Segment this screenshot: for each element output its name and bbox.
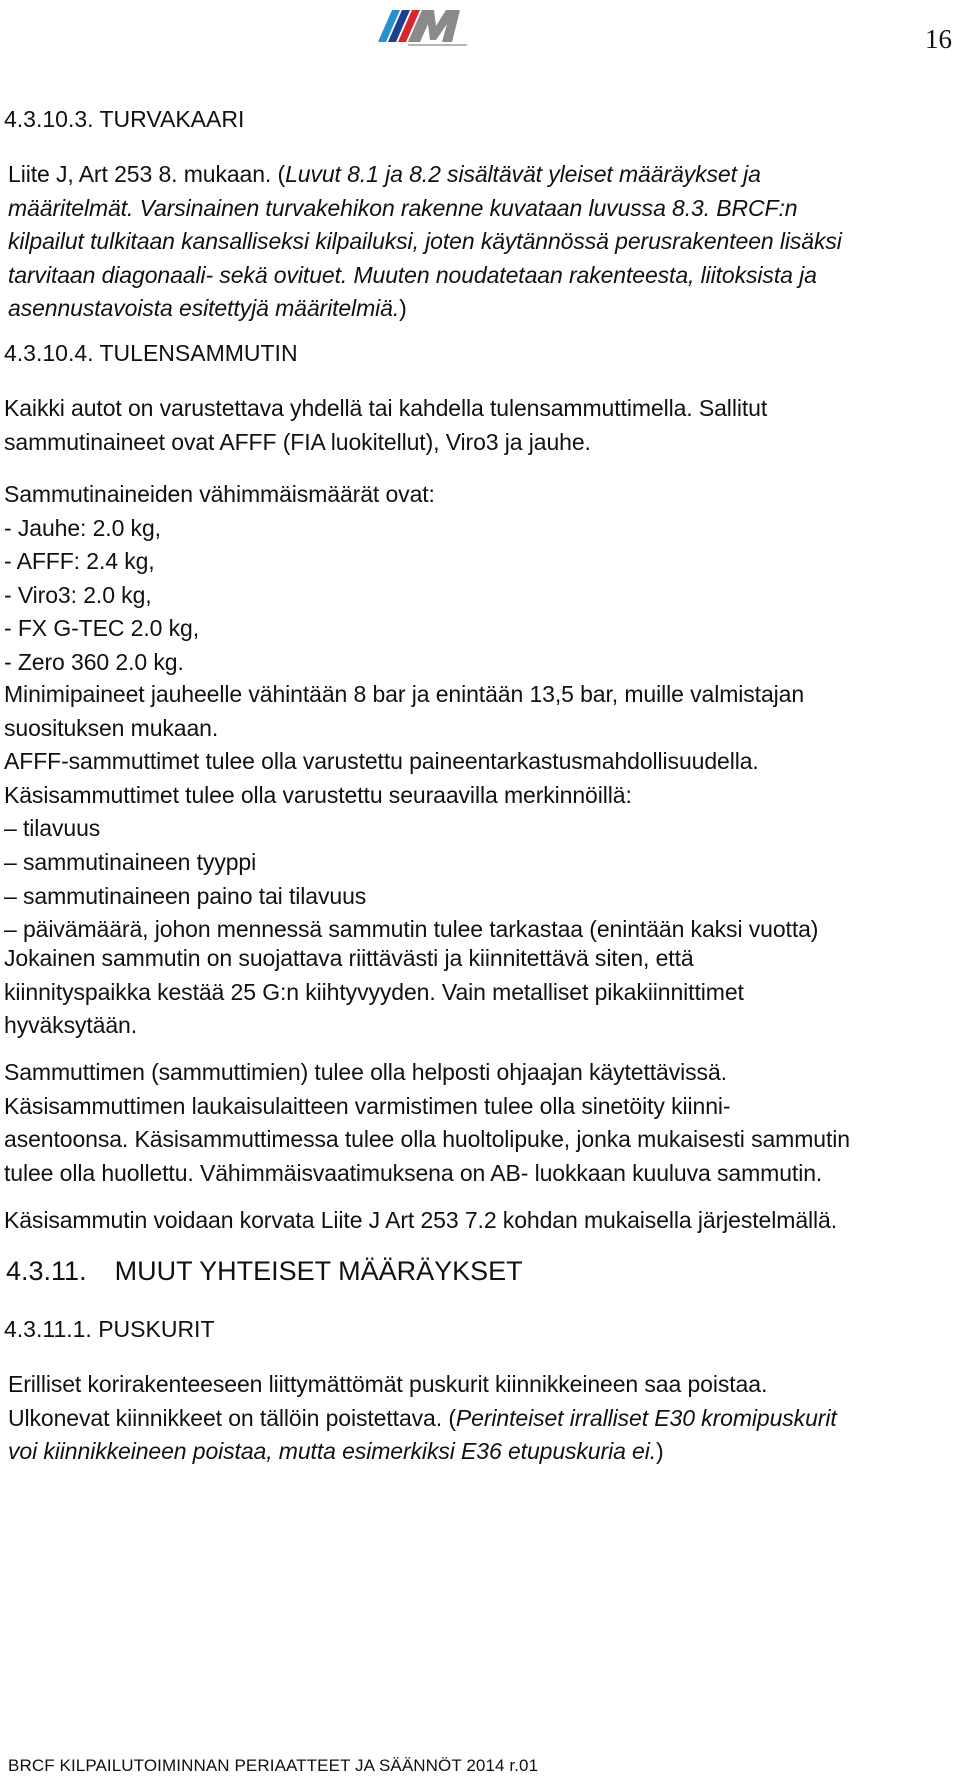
section-heading-muut-yhteiset bbox=[6, 1256, 523, 1287]
text-line: Käsisammuttimet tulee olla varustettu seuraavilla merkinnöillä: bbox=[4, 781, 632, 808]
list-item: – päivämäärä, johon mennessä sammutin tulee tarkastaa (enintään kaksi vuotta) bbox=[4, 916, 819, 943]
text-line: hyväksytään. bbox=[4, 1012, 138, 1039]
paragraph-kiinnitys bbox=[4, 942, 744, 1043]
text-line: tarvitaan diagonaali- sekä ovituet. Muuten noudatetaan rakenteesta, liitoksista ja bbox=[8, 261, 817, 288]
text-line: Käsisammutin voidaan korvata Liite J Art 253 7.2 kohdan mukaisella järjestelmällä. bbox=[4, 1207, 838, 1233]
paragraph-vahimmaismaarat bbox=[4, 478, 435, 680]
list-item: - AFFF: 2.4 kg, bbox=[4, 548, 155, 575]
paragraph-paineet-merkinnat bbox=[4, 678, 818, 947]
list-item: – tilavuus bbox=[4, 815, 101, 842]
italic-text-run: Luvut 8.1 ja 8.2 sisältävät yleiset määräykset ja bbox=[285, 161, 761, 187]
list-item: - Jauhe: 2.0 kg, bbox=[4, 514, 161, 541]
text-line: Kaikki autot on varustettava yhdellä tai kahdella tulensammuttimella. Sallitut bbox=[4, 395, 768, 421]
heading-number: 4.3.11. bbox=[6, 1256, 87, 1286]
italic-text-run: voi kiinnikkeineen poistaa, mutta esimerkiksi E36 etupuskuria ei. bbox=[8, 1438, 657, 1465]
text-line: kilpailut tulkitaan kansalliseksi kilpailuksi, joten käytännössä perusrakenteen lisäksi bbox=[8, 228, 842, 255]
text-line: suosituksen mukaan. bbox=[4, 714, 219, 741]
heading-text: MUUT YHTEISET MÄÄRÄYKSET bbox=[114, 1256, 523, 1286]
list-item: – sammutinaineen tyyppi bbox=[4, 848, 257, 875]
list-item: - Zero 360 2.0 kg. bbox=[4, 648, 184, 675]
section-heading-tulensammutin: 4.3.10.4. TULENSAMMUTIN bbox=[4, 340, 298, 366]
page-number: 16 bbox=[925, 24, 952, 54]
text-run: ) bbox=[656, 1438, 664, 1465]
list-item: - FX G-TEC 2.0 kg, bbox=[4, 615, 200, 642]
list-item: – sammutinaineen paino tai tilavuus bbox=[4, 882, 367, 909]
text-line: Minimipaineet jauheelle vähintään 8 bar ja enintään 13,5 bar, muille valmistajan bbox=[4, 681, 805, 707]
text-line: Jokainen sammutin on suojattava riittävästi ja kiinnitettävä siten, että bbox=[4, 945, 694, 971]
text-run: Ulkonevat kiinnikkeet on tällöin poistettava. ( bbox=[8, 1404, 456, 1431]
turvakaari-paragraph bbox=[8, 158, 842, 326]
paragraph-puskurit bbox=[8, 1368, 837, 1469]
list-item: - Viro3: 2.0 kg, bbox=[4, 581, 152, 608]
page-footer: BRCF KILPAILUTOIMINNAN PERIAATTEET JA SÄÄNNÖT 2014 r.01 bbox=[8, 1756, 539, 1775]
text-line: määritelmät. Varsinainen turvakehikon rakenne kuvataan luvussa 8.3. BRCF:n bbox=[8, 194, 798, 221]
text-line: sammutinaineet ovat AFFF (FIA luokitellut), Viro3 ja jauhe. bbox=[4, 428, 591, 455]
section-heading-turvakaari: 4.3.10.3. TURVAKAARI bbox=[4, 106, 245, 132]
paragraph-huolto bbox=[4, 1056, 850, 1190]
text-line: AFFF-sammuttimet tulee olla varustettu paineentarkastusmahdollisuudella. bbox=[4, 748, 759, 775]
paragraph-sammutin-1 bbox=[4, 392, 767, 459]
text-line: asentoonsa. Käsisammuttimessa tulee olla huoltolipuke, jonka mukaisesti sammutin bbox=[4, 1126, 850, 1153]
text-line: Käsisammuttimen laukaisulaitteen varmistimen tulee olla sinetöity kiinni- bbox=[4, 1092, 731, 1119]
text-line: Sammuttimen (sammuttimien) tulee olla helposti ohjaajan käytettävissä. bbox=[4, 1059, 727, 1085]
italic-text-run: asennustavoista esitettyjä määritelmiä. bbox=[8, 295, 400, 322]
text-line: tulee olla huollettu. Vähimmäisvaatimuksena on AB- luokkaan kuuluva sammutin. bbox=[4, 1159, 823, 1186]
text-line: Sammutinaineiden vähimmäismäärät ovat: bbox=[4, 481, 435, 507]
text-run: Liite J, Art 253 8. mukaan. ( bbox=[8, 161, 286, 187]
m-stripes-logo bbox=[372, 4, 472, 46]
paragraph-korvaus bbox=[4, 1204, 837, 1238]
text-line: Erilliset korirakenteeseen liittymättömät puskurit kiinnikkeineen saa poistaa. bbox=[8, 1371, 768, 1397]
section-heading-puskurit: 4.3.11.1. PUSKURIT bbox=[4, 1316, 215, 1342]
text-line: kiinnityspaikka kestää 25 G:n kiihtyvyyden. Vain metalliset pikakiinnittimet bbox=[4, 978, 744, 1005]
text-run: ) bbox=[399, 295, 407, 322]
italic-text-run: Perinteiset irralliset E30 kromipuskurit bbox=[455, 1404, 837, 1431]
